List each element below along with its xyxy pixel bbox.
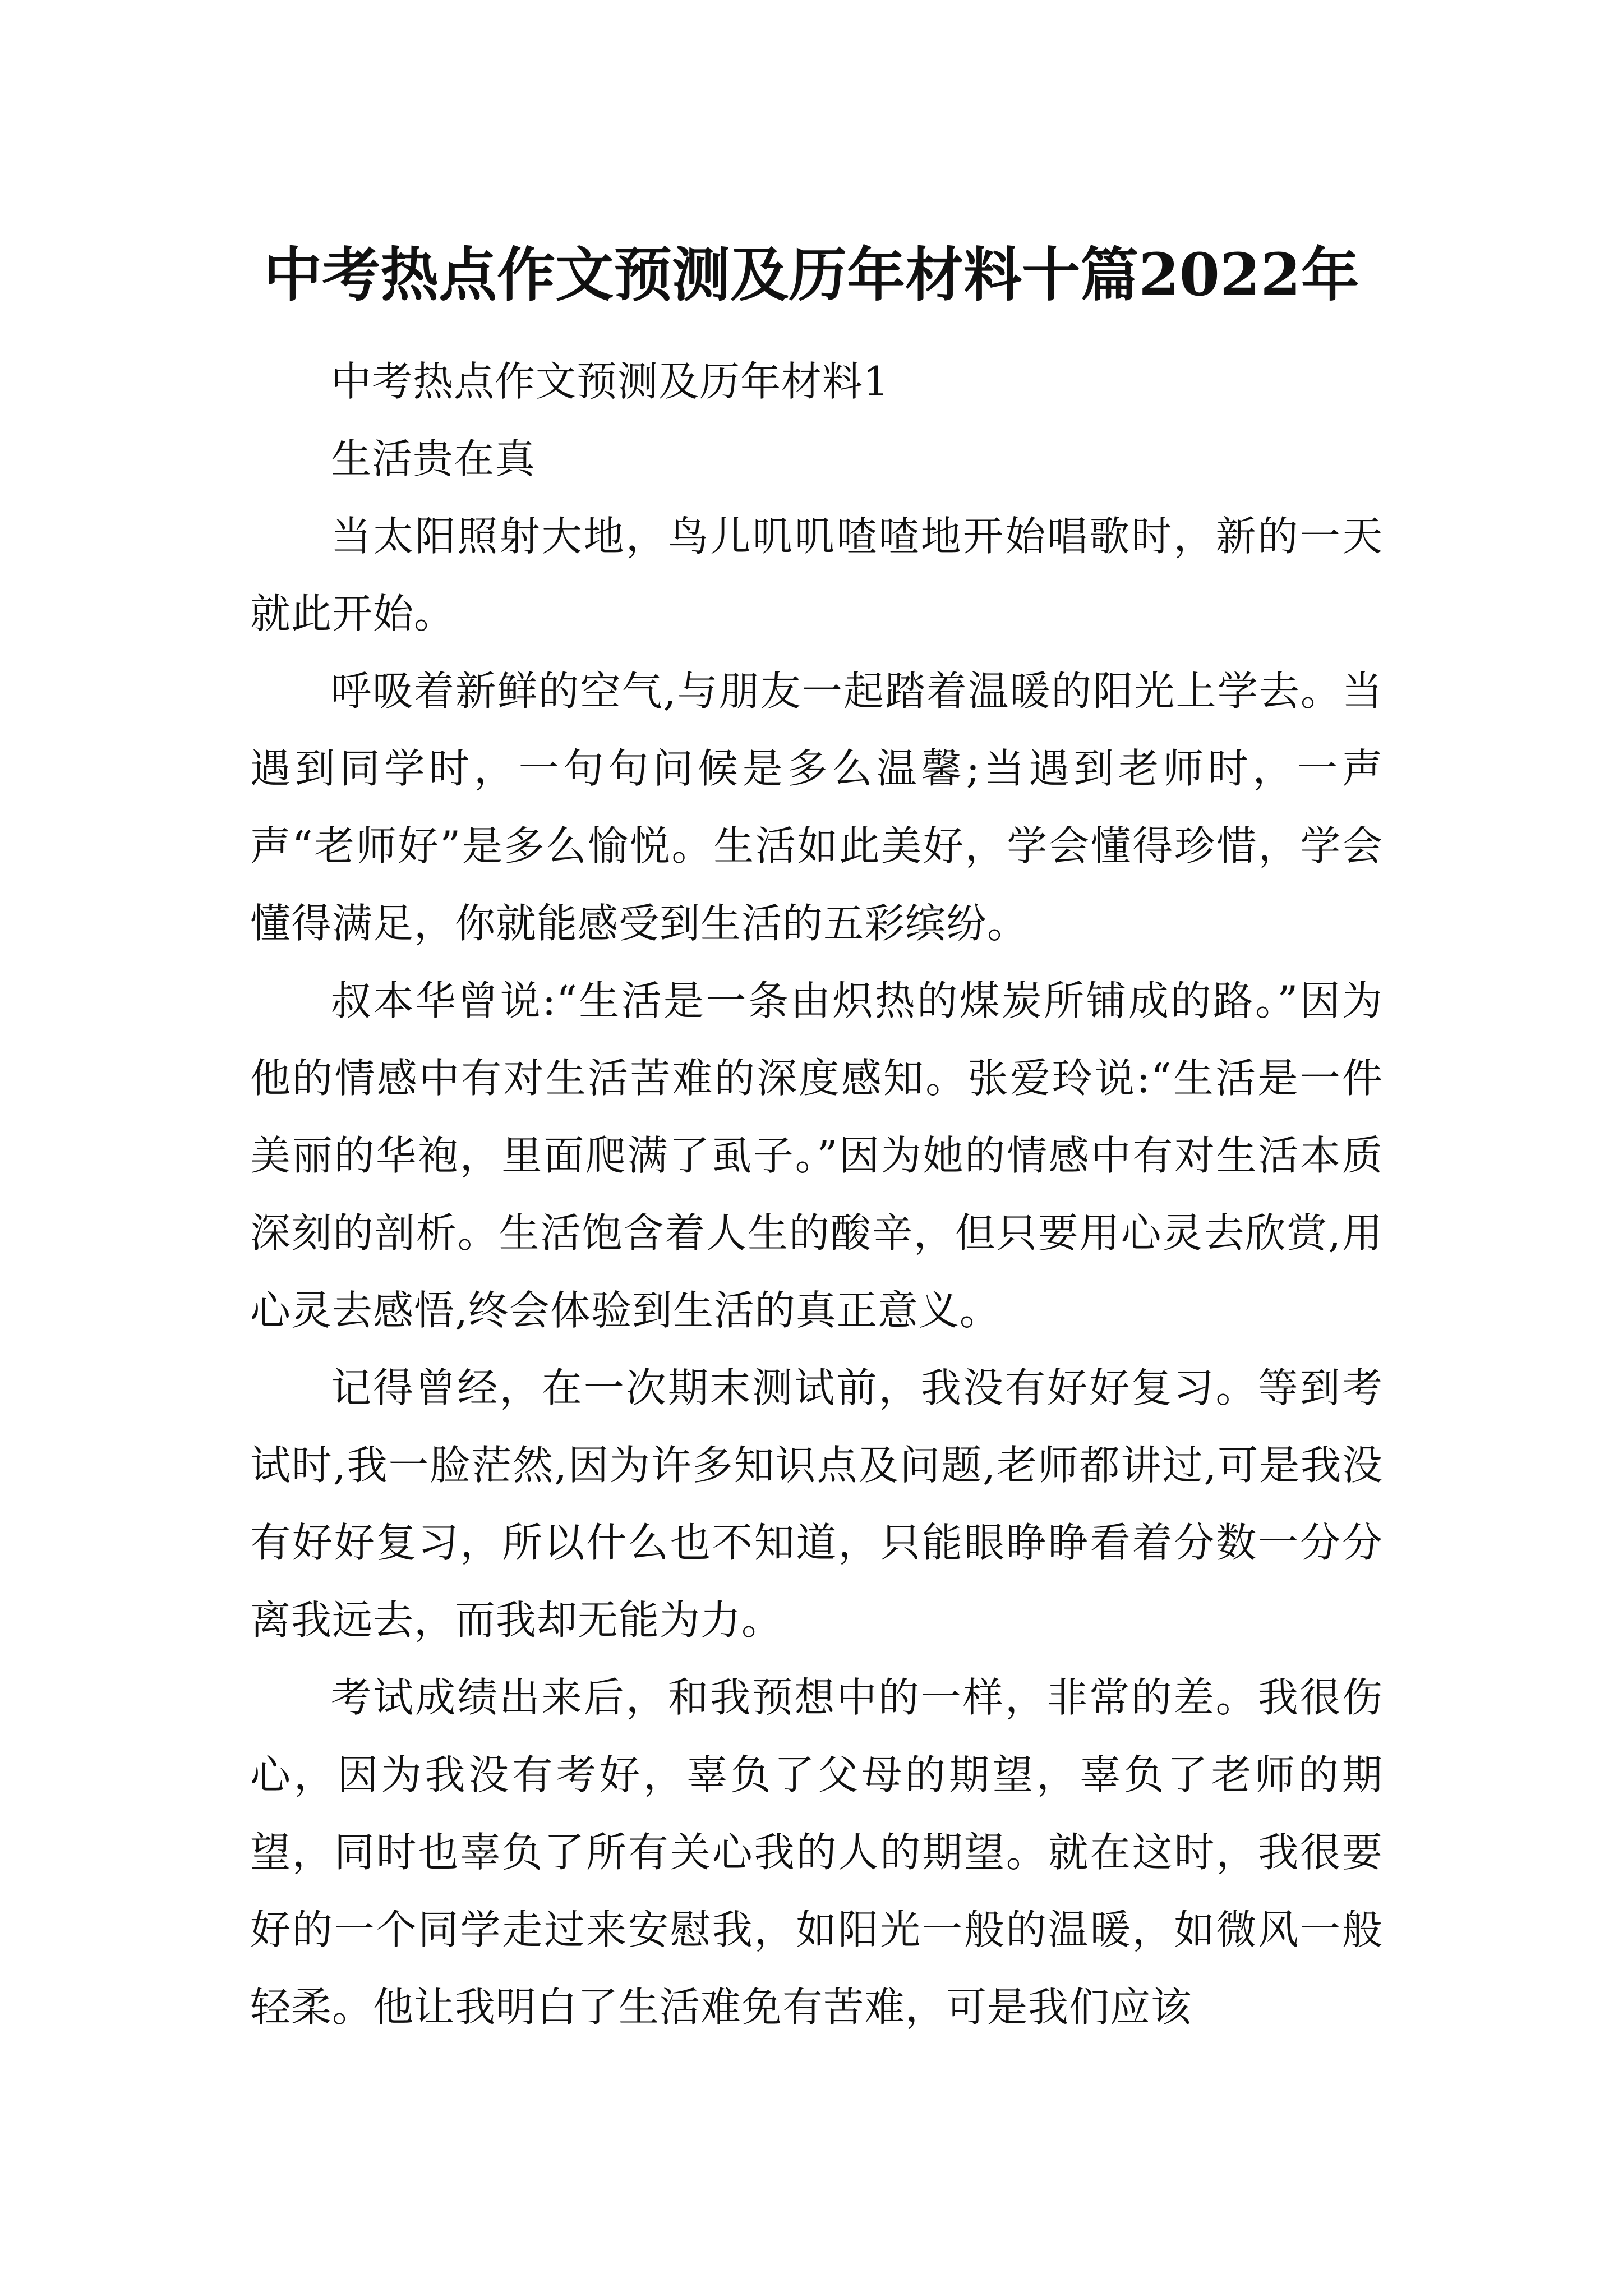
body-paragraph: 考试成绩出来后，和我预想中的一样，非常的差。我很伤心，因为我没有考好，辜负了父母的期望，辜负了老师的期望，同时也辜负了所有关心我的人的期望。就在这时，我很要好的一个同学走过来安慰我，如阳光一般的温暖，如微风一般轻柔。他让我明白了生活难免有苦难，可是我们应该 — [250, 1674, 1383, 2031]
body-paragraph: 记得曾经，在一次期末测试前，我没有好好复习。等到考试时,我一脸茫然,因为许多知识点及问题,老师都讲过,可是我没有好好复习，所以什么也不知道，只能眼睁睁看着分数一分分离我远去，而我却无能为力。 — [250, 1364, 1383, 1644]
document-title: 中考热点作文预测及历年材料十篇2022年 — [264, 240, 1359, 309]
body-paragraph: 叔本华曾说:“生活是一条由炽热的煤炭所铺成的路。”因为他的情感中有对生活苦难的深度感知。张爱玲说:“生活是一件美丽的华袍，里面爬满了虱子。”因为她的情感中有对生活本质深刻的剖析。生活饱含着人生的酸辛，但只要用心灵去欣赏,用心灵去感悟,终会体验到生活的真正意义。 — [250, 977, 1383, 1334]
body-paragraph: 当太阳照射大地，鸟儿叽叽喳喳地开始唱歌时，新的一天就此开始。 — [250, 513, 1383, 637]
document-body — [250, 343, 1383, 2046]
body-paragraph: 呼吸着新鲜的空气,与朋友一起踏着温暖的阳光上学去。当遇到同学时，一句句问候是多么温馨;当遇到老师时，一声声“老师好”是多么愉悦。生活如此美好，学会懂得珍惜，学会懂得满足，你就能感受到生活的五彩缤纷。 — [250, 668, 1383, 947]
section-heading: 中考热点作文预测及历年材料1 — [331, 358, 889, 405]
essay-title: 生活贵在真 — [331, 435, 536, 482]
